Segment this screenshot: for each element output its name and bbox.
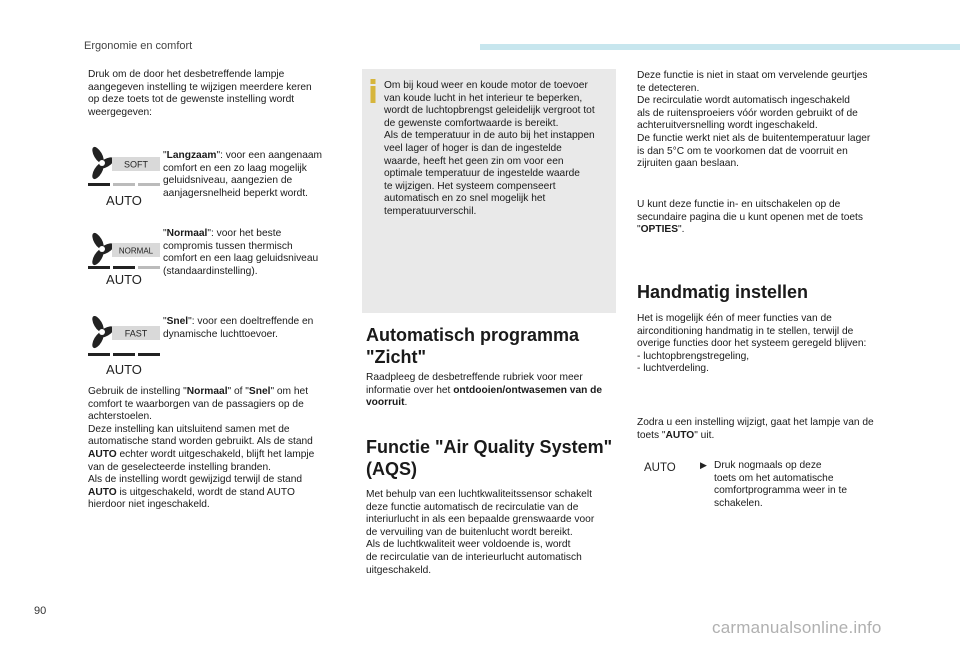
page-number: 90 — [34, 605, 47, 617]
fan-icon-soft — [86, 143, 162, 231]
soft-label: SOFT — [124, 159, 148, 170]
heading-manual: Handmatig instellen — [637, 282, 809, 302]
intro-text: Druk om de door het desbetreffende lampje aangegeven instelling te wijzigen meerdere keren op deze toets tot de gewenste instelling wordt weergegeven: — [88, 69, 312, 118]
fan-icon-fast — [86, 316, 162, 376]
auto-button-icon: AUTO — [644, 462, 676, 474]
visibility-text: Raadpleeg de desbetreffende rubriek voor meer informatie over het ontdooien/ontwasemen van de voorruit. — [366, 372, 603, 409]
aqs-text: Met behulp van een luchtkwaliteitssensor schakelt deze functie automatisch de recirculatie van de interiurlucht in als een bepaalde grenswaarde voor de vervuiling van de buitenlucht wordt bereikt. Als de luchtkwaliteit weer voldoende is, wordt de recirculatie van de interieurlucht automatisch uitgeschakeld. — [366, 489, 595, 576]
header-bar — [480, 44, 960, 50]
mode-fast-text: "Snel": voor een doeltreffende en dynamische luchttoevoer. — [163, 316, 314, 340]
mode-name: Snel — [166, 316, 189, 327]
manual-text: Het is mogelijk één of meer functies van de airconditioning handmatig in te stellen, terwijl de overige functies door het systeem geregeld blijven: - luchtopbrengstregeling, - luchtverdeling. — [637, 313, 867, 375]
mode-normal-text: "Normaal": voor het beste compromis tussen thermisch comfort en een laag geluidsniveau (standaardinstelling). — [163, 228, 319, 277]
change-text: Zodra u een instelling wijzigt, gaat het lampje van de toets "AUTO" uit. — [637, 417, 874, 441]
mode-name: Normaal — [166, 228, 208, 239]
aqs-continued: Deze functie is niet in staat om vervelende geurtjes te detecteren. De recirculatie wordt automatisch ingeschakeld als de ruitensproeiers vóór worden gebruikt of de achteruitversnelling wordt ingeschakeld. De functie werkt niet als de buitentemperatuur lager is dan 5°C om te voorkomen dat de voorruit en zijruiten gaan beslaan. — [637, 70, 871, 170]
auto-label: AUTO — [106, 362, 142, 376]
fan-icon-normal — [86, 229, 162, 317]
bullet-arrow-icon: ▶ — [700, 460, 707, 470]
auto-label: AUTO — [106, 272, 142, 287]
normal-label: NORMAL — [118, 246, 154, 256]
options-text: U kunt deze functie in- en uitschakelen op de secundaire pagina die u kunt openen met de toets "OPTIES". — [637, 199, 863, 236]
heading-aqs: Functie "Air Quality System" (AQS) — [366, 437, 613, 479]
heading-visibility: Automatisch programma "Zicht" — [366, 325, 580, 367]
section-header: Ergonomie en comfort — [84, 40, 193, 52]
auto-label: AUTO — [106, 193, 142, 208]
press-text: Druk nogmaals op deze toets om het automatische comfortprogramma weer in te schakelen. — [714, 460, 848, 509]
note-text: Om bij koud weer en koude motor de toevoer van koude lucht in het interieur te beperken, wordt de luchtopbrengst geleidelijk vergroot tot de gewenste comfortwaarde is bereikt. Als de temperatuur in de auto bij het instappen veel lager of hoger is dan de ingestelde waarde, heeft het geen zin om voor een optimale temperatuur de ingestelde waarde te wijzigen. Het systeem compenseert automatisch en zo snel mogelijk het temperatuurverschil. — [384, 80, 595, 217]
watermark: carmanualsonline.info — [712, 618, 882, 637]
mode-soft-text: "Langzaam": voor een aangenaam comfort en een zo laag mogelijk geluidsniveau, aangezien de aanjagersnelheid beperkt wordt. — [163, 150, 323, 199]
mode-name: Langzaam — [166, 150, 217, 161]
usage-text: Gebruik de instelling "Normaal" of "Snel" om het comfort te waarborgen van de passagiers op de achterstoelen. Deze instelling kan uitsluitend samen met de automatische stand worden gebruikt. Als de stand AUTO echter wordt uitgeschakeld, blijft het lampje van de geselecteerde instelling branden. Als de instelling wordt gewijzigd terwijl de stand AUTO is uitgeschakeld, wordt de stand AUTO hierdoor niet ingeschakeld. — [88, 386, 315, 511]
info-icon — [368, 79, 378, 103]
fast-label: FAST — [124, 328, 148, 339]
